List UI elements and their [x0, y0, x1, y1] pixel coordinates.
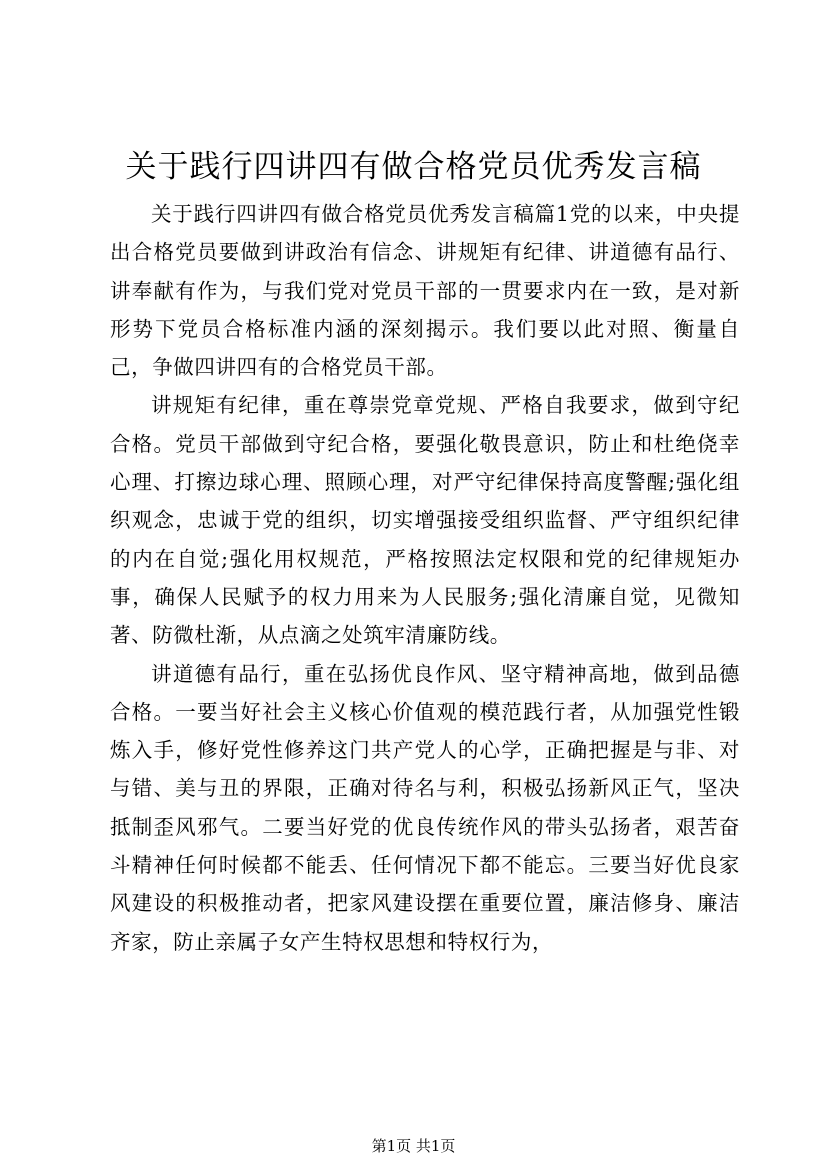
paragraph-morality: 讲道德有品行，重在弘扬优良作风、坚守精神高地，做到品德合格。一要当好社会主义核心价值观的模范践行者，从加强党性锻炼入手，修好党性修养这门共产党人的心学，正确把握是与非、对与错、美与丑的界限，正确对待名与利，积极弘扬新风正气，坚决抵制歪风邪气。二要当好党的优良传统作风的带头弘扬者，艰苦奋斗精神任何时候都不能丢、任何情况下都不能忘。三要当好优良家风建设的积极推动者，把家风建设摆在重要位置，廉洁修身、廉洁齐家，防止亲属子女产生特权思想和特权行为， — [110, 661, 740, 954]
paragraph-intro: 关于践行四讲四有做合格党员优秀发言稿篇1党的以来，中央提出合格党员要做到讲政治有信念、讲规矩有纪律、讲道德有品行、讲奉献有作为，与我们党对党员干部的一贯要求内在一致，是对新形势下党员合格标准内涵的深刻揭示。我们要以此对照、衡量自己，争做四讲四有的合格党员干部。 — [110, 202, 740, 380]
paragraph-discipline: 讲规矩有纪律，重在尊崇党章党规、严格自我要求，做到守纪合格。党员干部做到守纪合格，要强化敬畏意识，防止和杜绝侥幸心理、打擦边球心理、照顾心理，对严守纪律保持高度警醒;强化组织观念，忠诚于党的组织，切实增强接受组织监督、严守组织纪律的内在自觉;强化用权规范，严格按照法定权限和党的纪律规矩办事，确保人民赋予的权力用来为人民服务;强化清廉自觉，见微知著、防微杜渐，从点滴之处筑牢清廉防线。 — [110, 393, 740, 648]
document-body — [110, 195, 740, 961]
page-number-footer: 第1页 共1页 — [371, 1137, 456, 1155]
document-title: 关于践行四讲四有做合格党员优秀发言稿 — [125, 149, 702, 185]
